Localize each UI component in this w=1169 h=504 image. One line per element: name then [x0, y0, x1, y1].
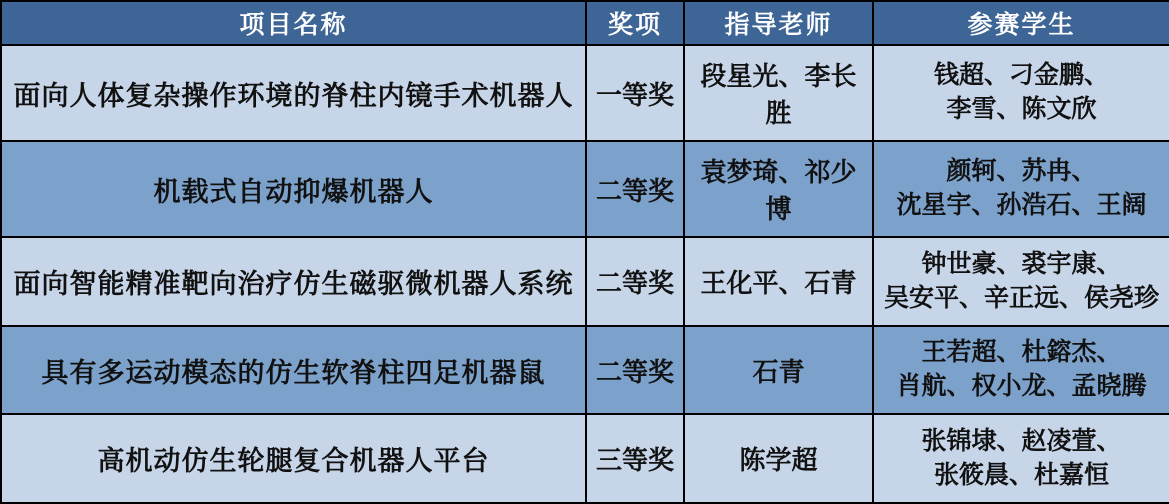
- students: [873, 45, 1169, 141]
- students-line-1: 钟世豪、裘宇康、: [921, 250, 1122, 278]
- students-line-2: 吴安平、辛正远、侯尧珍: [883, 284, 1159, 312]
- advisors: 段星光、李长胜: [684, 45, 873, 141]
- students-line-1: 王若超、杜鎔杰、: [921, 339, 1122, 367]
- advisors: 王化平、石青: [684, 237, 873, 326]
- table-row: [1, 237, 1169, 326]
- advisors: 石青: [684, 326, 873, 415]
- table-row: [1, 141, 1169, 237]
- header-students: 参赛学生: [873, 1, 1169, 45]
- students-line-2: 沈星宇、孙浩石、王阔: [896, 192, 1147, 220]
- header-row: [1, 1, 1169, 45]
- students: [873, 414, 1169, 503]
- students: [873, 326, 1169, 415]
- table-row: [1, 45, 1169, 141]
- advisors: 陈学超: [684, 414, 873, 503]
- students-line-2: 张筱晨、杜嘉恒: [933, 461, 1109, 489]
- award-level: 一等奖: [586, 45, 684, 141]
- project-name: 面向智能精准靶向治疗仿生磁驱微机器人系统: [1, 237, 586, 326]
- students-line-1: 颜轲、苏冉、: [946, 158, 1097, 186]
- students-line-1: 张锦埭、赵凌萱、: [921, 427, 1122, 455]
- students: [873, 237, 1169, 326]
- table-row: [1, 414, 1169, 503]
- advisors: 袁梦琦、祁少博: [684, 141, 873, 237]
- table-row: [1, 326, 1169, 415]
- project-name: 高机动仿生轮腿复合机器人平台: [1, 414, 586, 503]
- award-level: 二等奖: [586, 237, 684, 326]
- project-name: 机载式自动抑爆机器人: [1, 141, 586, 237]
- project-name: 具有多运动模态的仿生软脊柱四足机器鼠: [1, 326, 586, 415]
- header-award: 奖项: [586, 1, 684, 45]
- award-level: 二等奖: [586, 141, 684, 237]
- students-line-2: 肖航、权小龙、孟晓腾: [896, 373, 1147, 401]
- students-line-1: 钱超、刁金鹏、: [933, 62, 1109, 90]
- project-name: 面向人体复杂操作环境的脊柱内镜手术机器人: [1, 45, 586, 141]
- award-level: 三等奖: [586, 414, 684, 503]
- award-level: 二等奖: [586, 326, 684, 415]
- header-advisors: 指导老师: [684, 1, 873, 45]
- students: [873, 141, 1169, 237]
- students-line-2: 李雪、陈文欣: [946, 96, 1097, 124]
- header-project: 项目名称: [1, 1, 586, 45]
